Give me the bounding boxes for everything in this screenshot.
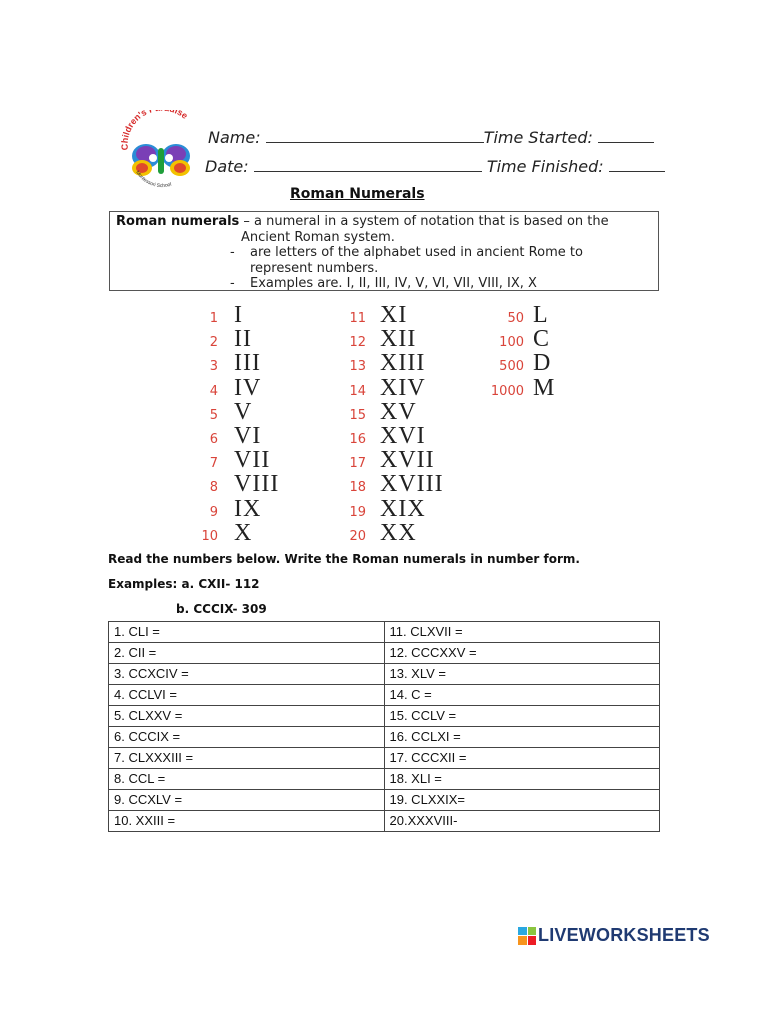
table-row — [109, 748, 660, 769]
logo-subtext: Montessori School — [134, 169, 173, 190]
numeral-number: 16 — [349, 432, 366, 447]
numeral-number: 5 — [209, 407, 218, 423]
roman-numeral: XIX — [380, 495, 426, 522]
table-row — [109, 664, 660, 685]
logo-text: Children's ise — [119, 110, 190, 151]
example-a: Examples: a. CXII- 112 — [108, 577, 260, 591]
numeral-number: 6 — [209, 432, 218, 447]
numeral-number: 8 — [209, 480, 218, 496]
roman-numeral: VIII — [234, 471, 280, 498]
butterfly-logo-icon — [118, 110, 206, 194]
roman-numeral: VII — [234, 447, 271, 474]
roman-numeral: XVI — [380, 423, 426, 449]
question-cell[interactable]: 18. XLI = — [384, 769, 660, 790]
numeral-number: 13 — [349, 359, 366, 375]
time-started-label: Time Started: — [483, 128, 593, 147]
question-cell[interactable]: 17. CCCXII = — [384, 748, 660, 769]
table-row — [109, 790, 660, 811]
table-row — [109, 643, 660, 664]
definition-term: Roman numerals — [116, 214, 240, 229]
name-field[interactable] — [266, 130, 484, 143]
question-cell[interactable]: 20.XXXVIII- — [384, 811, 660, 832]
table-row — [109, 727, 660, 748]
roman-numeral: X — [234, 519, 253, 546]
numeral-number: 12 — [349, 335, 366, 351]
time-started-field[interactable] — [598, 130, 654, 143]
numeral-number: 50 — [507, 311, 524, 326]
numeral-number: 100 — [499, 335, 524, 351]
roman-numeral: XVIII — [380, 471, 444, 498]
question-cell[interactable]: 3. CCXCIV = — [109, 664, 385, 685]
definition-line-2: Ancient Roman system. — [241, 230, 395, 245]
roman-numeral: III — [234, 350, 261, 377]
roman-numeral: VI — [234, 423, 262, 449]
question-cell[interactable]: 2. CII = — [109, 643, 385, 664]
numeral-number: 20 — [349, 528, 366, 544]
example-b: b. CCCIX- 309 — [176, 602, 267, 616]
roman-numeral: XI — [380, 302, 408, 328]
question-cell[interactable]: 12. CCCXXV = — [384, 643, 660, 664]
instructions: Read the numbers below. Write the Roman numerals in number form. — [108, 552, 580, 566]
roman-numeral: IV — [234, 374, 262, 401]
roman-numeral: M — [533, 374, 556, 401]
school-logo — [118, 110, 206, 194]
question-cell[interactable]: 13. XLV = — [384, 664, 660, 685]
page-title: Roman Numerals — [290, 186, 425, 202]
question-cell[interactable]: 9. CCXLV = — [109, 790, 385, 811]
numeral-number: 500 — [499, 359, 524, 375]
definition-line-5: Examples are. I, II, III, IV, V, VI, VII, VIII, IX, X — [250, 276, 537, 291]
numeral-number: 7 — [209, 456, 218, 472]
numeral-number: 10 — [201, 528, 218, 544]
time-finished-field[interactable] — [609, 159, 665, 172]
time-finished-label: Time Finished: — [486, 157, 604, 176]
roman-numeral: XII — [380, 326, 417, 353]
table-row — [109, 622, 660, 643]
question-cell[interactable]: 8. CCL = — [109, 769, 385, 790]
numeral-number: 4 — [209, 383, 218, 399]
table-row — [109, 706, 660, 727]
question-cell[interactable]: 7. CLXXXIII = — [109, 748, 385, 769]
roman-numeral: II — [234, 326, 252, 353]
definition-text-1: – a numeral in a system of notation that is based on the — [239, 214, 609, 229]
definition-line-1 — [116, 214, 609, 229]
table-row — [109, 685, 660, 706]
question-cell[interactable]: 14. C = — [384, 685, 660, 706]
roman-numeral: V — [234, 398, 253, 425]
numeral-number: 17 — [349, 456, 366, 472]
numeral-number: 14 — [349, 383, 366, 399]
liveworksheets-brand — [518, 925, 710, 946]
numeral-number: 11 — [349, 311, 366, 326]
numeral-number: 1000 — [490, 383, 524, 399]
roman-numeral: D — [533, 350, 552, 377]
roman-numeral: IX — [234, 495, 262, 522]
roman-numeral: XIV — [380, 374, 426, 401]
definition-bullet-1: - — [230, 245, 235, 260]
question-cell[interactable]: 1. CLI = — [109, 622, 385, 643]
roman-numeral: XIII — [380, 350, 426, 377]
table-row — [109, 769, 660, 790]
definition-line-4: represent numbers. — [250, 261, 379, 276]
name-row — [208, 128, 654, 147]
brand-text: LIVEWORKSHEETS — [538, 925, 710, 945]
numeral-number: 18 — [349, 480, 366, 496]
name-label: Name: — [208, 128, 261, 147]
question-cell[interactable]: 10. XXIII = — [109, 811, 385, 832]
date-field[interactable] — [254, 159, 482, 172]
roman-numeral: XV — [380, 398, 417, 425]
numeral-number: 15 — [349, 407, 366, 423]
question-cell[interactable]: 15. CCLV = — [384, 706, 660, 727]
date-label: Date: — [205, 157, 249, 176]
numeral-number: 2 — [209, 335, 218, 351]
question-cell[interactable]: 4. CCLVI = — [109, 685, 385, 706]
definition-line-3: are letters of the alphabet used in ancient Rome to — [250, 245, 583, 260]
numeral-number: 3 — [209, 359, 218, 375]
roman-numeral: I — [234, 302, 243, 328]
liveworksheets-logo-icon — [518, 927, 536, 945]
question-cell[interactable]: 11. CLXVII = — [384, 622, 660, 643]
date-row — [205, 157, 665, 176]
numeral-number: 1 — [209, 311, 218, 326]
table-row — [109, 811, 660, 832]
question-cell[interactable]: 16. CCLXI = — [384, 727, 660, 748]
roman-numeral: XVII — [380, 447, 435, 474]
numeral-number: 9 — [209, 504, 218, 520]
definition-bullet-2: - — [230, 276, 235, 291]
svg-text:Montessori School — [134, 170, 172, 189]
question-cell[interactable]: 5. CLXXV = — [109, 706, 385, 727]
roman-numeral: C — [533, 326, 551, 353]
numeral-number: 19 — [349, 504, 366, 520]
roman-numeral: XX — [380, 519, 417, 546]
questions-table — [108, 621, 660, 832]
roman-numeral: L — [533, 302, 549, 328]
question-cell[interactable]: 19. CLXXIX= — [384, 790, 660, 811]
question-cell[interactable]: 6. CCCIX = — [109, 727, 385, 748]
